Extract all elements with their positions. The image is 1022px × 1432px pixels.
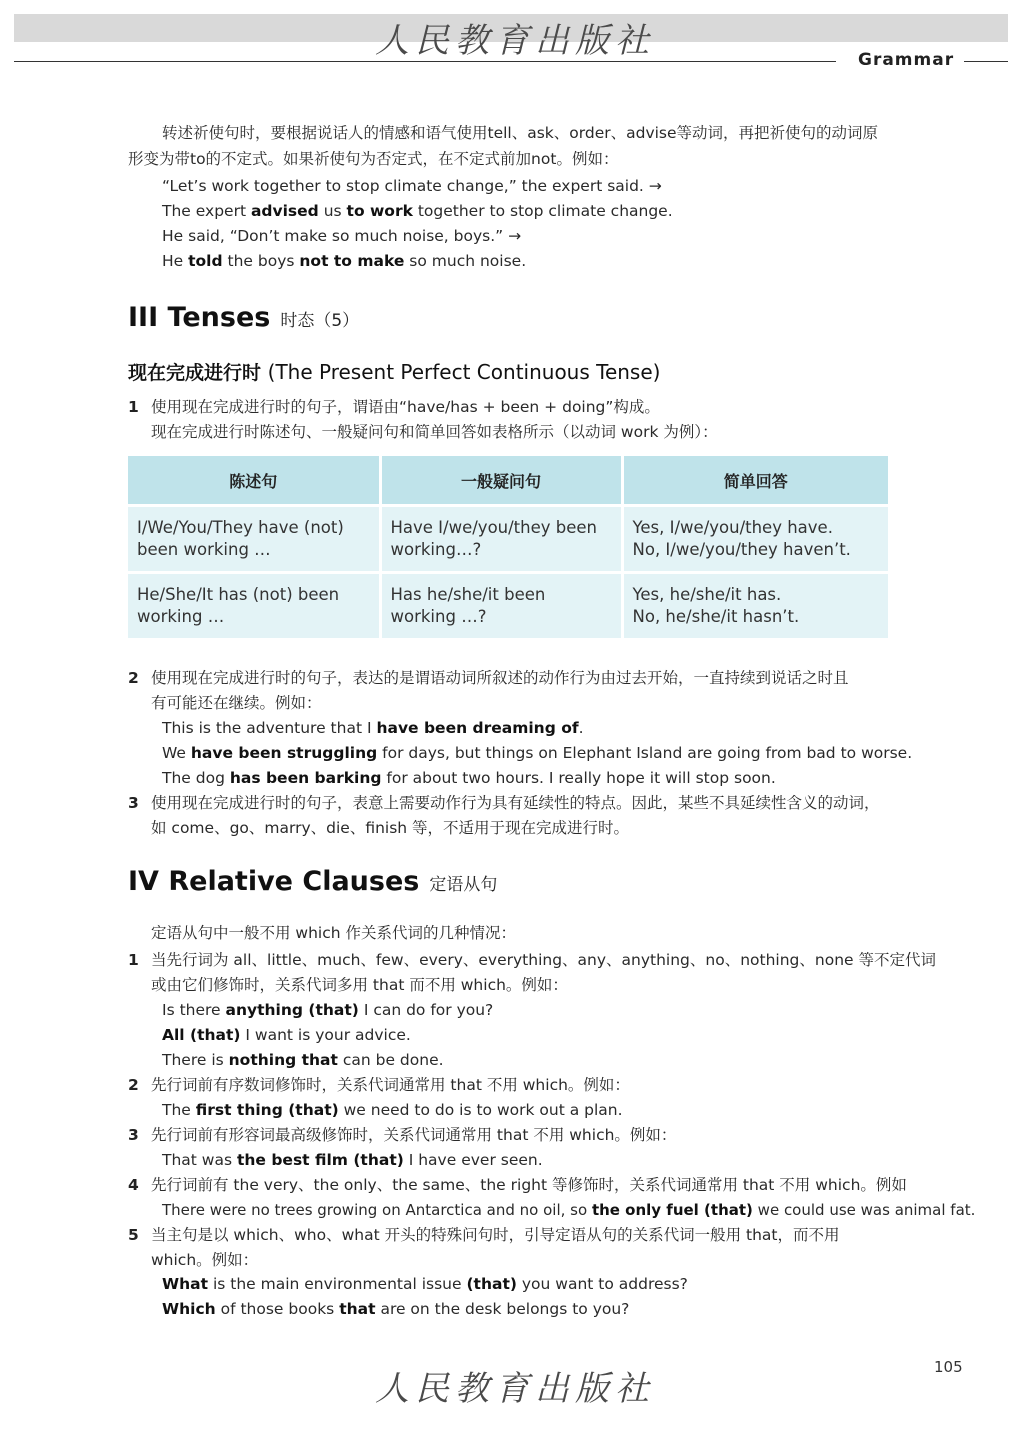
table-header-cell: 简单回答 — [622, 456, 888, 506]
table-row — [128, 506, 888, 573]
relative-example: What is the main environmental issue (that) you want to address? — [162, 1275, 688, 1293]
publisher-logo: 人民教育出版社 — [375, 1369, 655, 1409]
intro-example-2: The expert advised us to work together to stop climate change. — [162, 202, 673, 220]
table-header-cell: 陈述句 — [128, 456, 380, 506]
section-heading-tenses: III Tenses 时态（5） — [128, 302, 360, 333]
table-header-cell: 一般疑问句 — [380, 456, 622, 506]
section-label: Grammar — [858, 50, 955, 70]
item-number: 2 — [128, 669, 139, 687]
table-cell: Has he/she/it been working …? — [380, 573, 622, 640]
intro-example-1: “Let’s work together to stop climate change,” the expert said. → — [162, 177, 662, 195]
relative-example: Which of those books that are on the desk belongs to you? — [162, 1300, 630, 1318]
table-cell: Have I/we/you/they been working…? — [380, 506, 622, 573]
tenses-example: The dog has been barking for about two hours. I really hope it will stop soon. — [162, 769, 776, 787]
tenses-example: We have been struggling for days, but things on Elephant Island are going from bad to worse. — [162, 744, 913, 762]
subheading-present-perfect-continuous: 现在完成进行时 (The Present Perfect Continuous Tense) — [128, 360, 661, 384]
relative-example: There were no trees growing on Antarctica and no oil, so the only fuel (that) we could use was animal fat. — [162, 1201, 976, 1219]
tenses-point-1-line-1: 使用现在完成进行时的句子，谓语由“have/has + been + doing”构成。 — [151, 398, 660, 416]
table-cell: He/She/It has (not) been working … — [128, 573, 380, 640]
relative-example: All (that) I want is your advice. — [162, 1026, 411, 1044]
tense-forms-table — [128, 456, 888, 641]
relative-intro: 定语从句中一般不用 which 作关系代词的几种情况： — [151, 924, 517, 942]
relative-example: That was the best film (that) I have ever seen. — [162, 1151, 543, 1169]
intro-line-1: 转述祈使句时，要根据说话人的情感和语气使用tell、ask、order、advise等动词，再把祈使句的动词原 — [162, 124, 879, 142]
tenses-point-3-line-1: 使用现在完成进行时的句子，表意上需要动作行为具有延续性的特点。因此，某些不具延续性含义的动词， — [151, 794, 880, 812]
table-header-row — [128, 456, 888, 506]
item-number: 2 — [128, 1076, 139, 1094]
tenses-point-1-line-2: 现在完成进行时陈述句、一般疑问句和简单回答如表格所示（以动词 work 为例）： — [151, 423, 718, 441]
item-number: 3 — [128, 794, 139, 812]
table-cell: Yes, I/we/you/they have. No, I/we/you/they haven’t. — [622, 506, 888, 573]
tenses-example: This is the adventure that I have been dreaming of. — [162, 719, 584, 737]
table-row — [128, 573, 888, 640]
intro-line-2: 形变为带to的不定式。如果祈使句为否定式，在不定式前加not。例如： — [128, 150, 619, 168]
relative-rule-2: 先行词前有序数词修饰时，关系代词通常用 that 不用 which。例如： — [151, 1076, 630, 1094]
relative-rule-5-line-2: which。例如： — [151, 1251, 259, 1269]
section-heading-relative-clauses: IV Relative Clauses 定语从句 — [128, 866, 498, 897]
relative-rule-3: 先行词前有形容词最高级修饰时，关系代词通常用 that 不用 which。例如： — [151, 1126, 677, 1144]
intro-example-3: He said, “Don’t make so much noise, boys.” → — [162, 227, 522, 245]
table-cell: I/We/You/They have (not) been working … — [128, 506, 380, 573]
tenses-point-2-line-2: 有可能还在继续。例如： — [151, 694, 322, 712]
page-number: 105 — [934, 1358, 963, 1376]
intro-example-4: He told the boys not to make so much noise. — [162, 252, 527, 270]
publisher-logo: 人民教育出版社 — [375, 21, 655, 61]
relative-rule-1-line-1: 当先行词为 all、little、much、few、every、everything、any、anything、no、nothing、none 等不定代词 — [151, 951, 936, 969]
relative-rule-4: 先行词前有 the very、the only、the same、the right 等修饰时，关系代词通常用 that 不用 which。例如 — [151, 1176, 907, 1194]
relative-example: There is nothing that can be done. — [162, 1051, 444, 1069]
item-number: 5 — [128, 1226, 139, 1244]
relative-example: Is there anything (that) I can do for you? — [162, 1001, 494, 1019]
item-number: 4 — [128, 1176, 139, 1194]
item-number: 3 — [128, 1126, 139, 1144]
item-number: 1 — [128, 951, 139, 969]
tenses-point-3-line-2: 如 come、go、marry、die、finish 等，不适用于现在完成进行时。 — [151, 819, 630, 837]
item-number: 1 — [128, 398, 139, 416]
header-rule-right — [964, 61, 1008, 62]
tenses-point-2-line-1: 使用现在完成进行时的句子，表达的是谓语动词所叙述的动作行为由过去开始，一直持续到说话之时且 — [151, 669, 849, 687]
relative-example: The first thing (that) we need to do is to work out a plan. — [162, 1101, 623, 1119]
relative-rule-5-line-1: 当主句是以 which、who、what 开头的特殊问句时，引导定语从句的关系代词一般用 that，而不用 — [151, 1226, 840, 1244]
header-rule — [14, 61, 836, 62]
table-cell: Yes, he/she/it has. No, he/she/it hasn’t. — [622, 573, 888, 640]
relative-rule-1-line-2: 或由它们修饰时，关系代词多用 that 而不用 which。例如： — [151, 976, 568, 994]
